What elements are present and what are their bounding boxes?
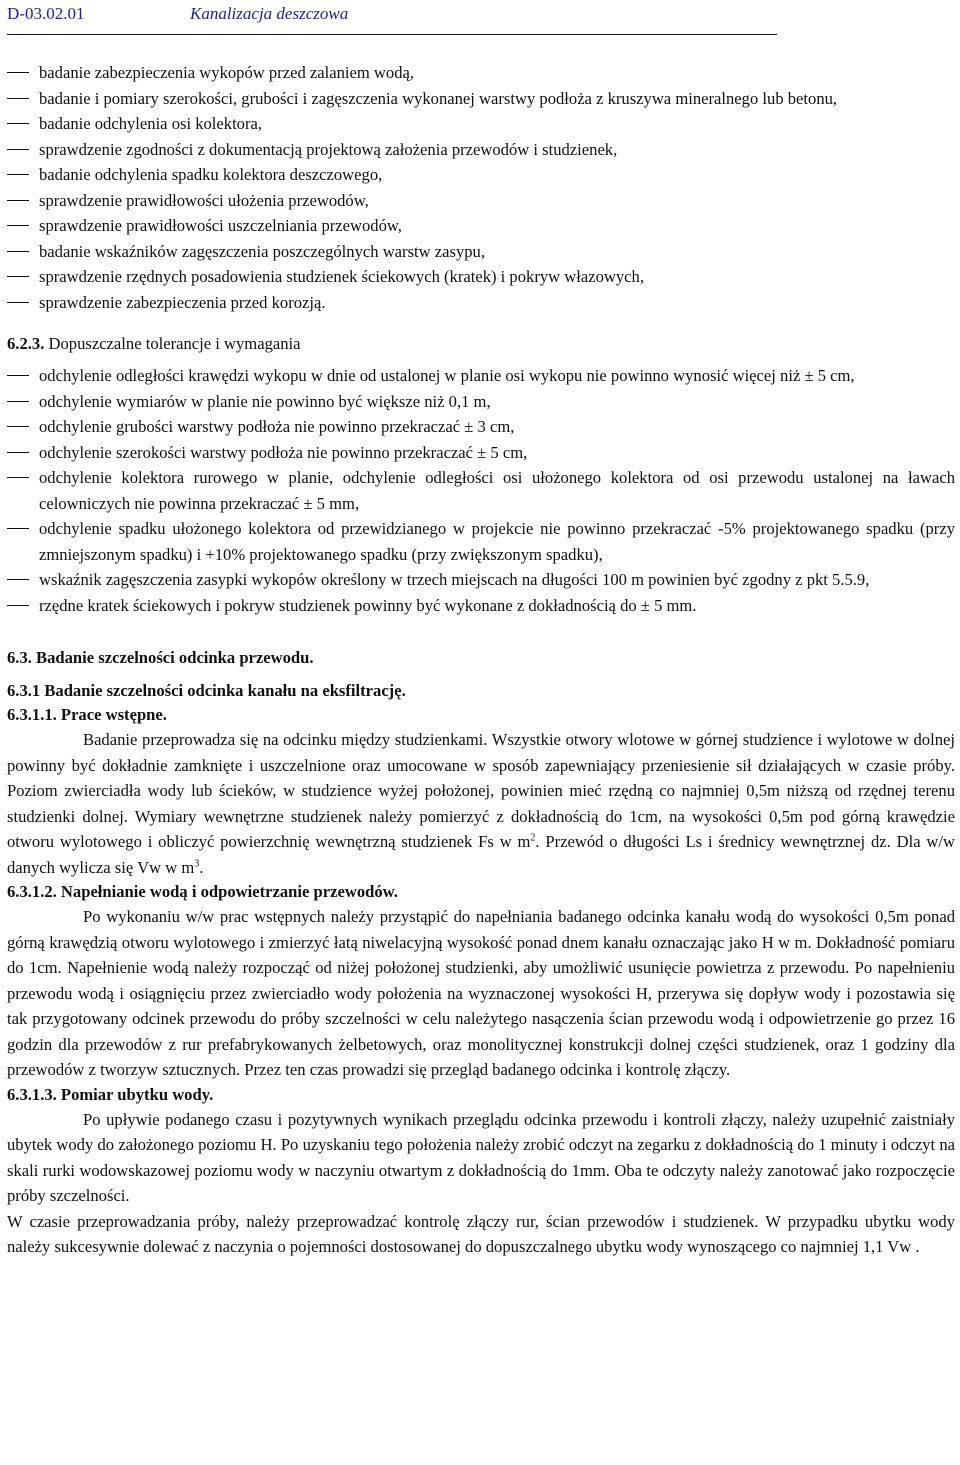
- list-item: odchylenie spadku ułożonego kolektora od przewidzianego w projekcie nie powinno przekraczać -5% projektowanego spadku (przy zmniejszonym spadku) i +10% projektowanego spadku (przy zwiększonym spadku),: [7, 516, 955, 567]
- paragraph-text: . Przewód o długości Ls i średnicy wewnętrznej dz. Dla w/w danych wylicza się Vw w m: [7, 832, 955, 877]
- list-item: badanie odchylenia spadku kolektora deszczowego,: [7, 162, 955, 188]
- list-item: rzędne kratek ściekowych i pokryw studzienek powinny być wykonane z dokładnością do ± 5 mm.: [7, 593, 955, 619]
- page-header: [7, 2, 777, 35]
- section-heading-6-2-3: [7, 331, 955, 356]
- list-item: odchylenie wymiarów w planie nie powinno być większe niż 0,1 m,: [7, 389, 955, 415]
- list-item: odchylenie kolektora rurowego w planie, odchylenie odległości osi ułożonego kolektora od osi przewodu ustalonej na ławach celowniczych nie powinna przekraczać ± 5 mm,: [7, 465, 955, 516]
- list-item: badanie i pomiary szerokości, grubości i zagęszczenia wykonanej warstwy podłoża z kruszywa mineralnego lub betonu,: [7, 86, 955, 112]
- superscript: 3: [194, 857, 200, 869]
- paragraph-text: .: [199, 857, 204, 877]
- list-item: odchylenie grubości warstwy podłoża nie powinno przekraczać ± 3 cm,: [7, 414, 955, 440]
- list-item: sprawdzenie zgodności z dokumentacją projektową założenia przewodów i studzienek,: [7, 137, 955, 163]
- paragraph-kontrola: W czasie przeprowadzania próby, należy przeprowadzać kontrolę złączy rur, ścian przewodów i studzienek. W przypadku ubytku wody należy sukcesywnie dolewać z naczynia o pojemności dostosowanej do dopuszczalnego ubytku wody wynoszącego co najmniej 1,1 Vw .: [7, 1211, 955, 1256]
- list-item: badanie odchylenia osi kolektora,: [7, 111, 955, 137]
- paragraph-napelnianie: Po wykonaniu w/w prac wstępnych należy przystąpić do napełniania badanego odcinka kanału wodą do wysokości 0,5m ponad górną krawędzią otworu wylotowego i zmierzyć łatą niwelacyjną wysokość ponad dnem kanału oznaczając jako H w m. Dokładność pomiaru do 1cm. Napełnienie wodą należy rozpocząć od niżej położonej studzienki, aby umożliwić usunięcie powietrza z przewodu. Po napełnieniu przewodu wodą i osiągnięciu przez zwierciadło wody położenia na wyznaczonej wysokości H, przerywa się dopływ wody i pozostawia się tak przygotowany odcinek przewodu do próby szczelności w celu należytego nasączenia ścian przewodu wodą i odpowietrzenie go przez 16 godzin dla przewodów z rur prefabrykowanych żelbetowych, oraz monolitycznej konstrukcji dolnej części studzienek, oraz 1 godziny dla przewodów z tworzyw sztucznych. Przez ten czas prowadzi się przegląd badanego odcinka i kontrolę złączy.: [7, 907, 955, 1079]
- section-heading-6-3-1-3: 6.3.1.3. Pomiar ubytku wody.: [7, 1084, 214, 1104]
- list-item: sprawdzenie prawidłowości ułożenia przewodów,: [7, 188, 955, 214]
- section-title: Dopuszczalne tolerancje i wymagania: [48, 334, 301, 353]
- section-heading-6-3-1-1: 6.3.1.1. Prace wstępne.: [7, 705, 167, 724]
- list-item: sprawdzenie prawidłowości uszczelniania przewodów,: [7, 213, 955, 239]
- paragraph-pomiar-ubytku: Po upływie podanego czasu i pozytywnych wynikach przeglądu odcinka przewodu i kontroli złączy, należy uzupełnić zaistniały ubytek wody do założonego poziomu H. Po uzyskaniu tego położenia należy zrobić odczyt na zegarku z dokładnością do 1 minuty i odczyt na skali rurki wodowskazowej poziomu wody w naczyniu otwartym z dokładnością do 1mm. Oba te odczyty należy zanotować jako rozpoczęcie próby szczelności.: [7, 1109, 955, 1205]
- list-item: odchylenie szerokości warstwy podłoża nie powinno przekraczać ± 5 cm,: [7, 440, 955, 466]
- page-body: [7, 60, 955, 1260]
- section-heading-6-3-1-2: 6.3.1.2. Napełnianie wodą i odpowietrzanie przewodów.: [7, 882, 398, 901]
- document-code: D-03.02.01: [7, 4, 85, 23]
- paragraph-prace-wstepne: [7, 727, 955, 880]
- document-title: Kanalizacja deszczowa: [190, 4, 349, 23]
- inspection-list: [7, 60, 955, 315]
- section-heading-6-3-1: 6.3.1 Badanie szczelności odcinka kanału na eksfiltrację.: [7, 681, 406, 700]
- section-heading-6-3: 6.3. Badanie szczelności odcinka przewodu.: [7, 648, 314, 667]
- superscript: 2: [530, 832, 536, 844]
- paragraph-text: Badanie przeprowadza się na odcinku między studzienkami. Wszystkie otwory wlotowe w górnej studzience i wylotowe w dolnej powinny być dokładnie zamknięte i uszczelnione oraz umocowane w sposób zapewniający przeniesienie sił działających w czasie próby. Poziom zwierciadła wody lub ścieków, w studzience wyżej położonej, powinien mieć rzędną co najmniej 0,5m niższą od rzędnej terenu studzienki dolnej. Wymiary wewnętrzne studzienek należy pomierzyć z dokładnością do 1cm, na wysokości 0,5m pod górną krawędzie otworu wylotowego i obliczyć powierzchnię wewnętrzną studzienek Fs w m: [7, 730, 955, 851]
- list-item: odchylenie odległości krawędzi wykopu w dnie od ustalonej w planie osi wykopu nie powinno wynosić więcej niż ± 5 cm,: [7, 363, 955, 389]
- list-item: sprawdzenie zabezpieczenia przed korozją.: [7, 290, 955, 316]
- tolerance-list: [7, 363, 955, 618]
- list-item: wskaźnik zagęszczenia zasypki wykopów określony w trzech miejscach na długości 100 m powinien być zgodny z pkt 5.5.9,: [7, 567, 955, 593]
- list-item: sprawdzenie rzędnych posadowienia studzienek ściekowych (kratek) i pokryw włazowych,: [7, 264, 955, 290]
- section-number: 6.2.3.: [7, 334, 45, 353]
- list-item: badanie zabezpieczenia wykopów przed zalaniem wodą,: [7, 60, 955, 86]
- list-item: badanie wskaźników zagęszczenia poszczególnych warstw zasypu,: [7, 239, 955, 265]
